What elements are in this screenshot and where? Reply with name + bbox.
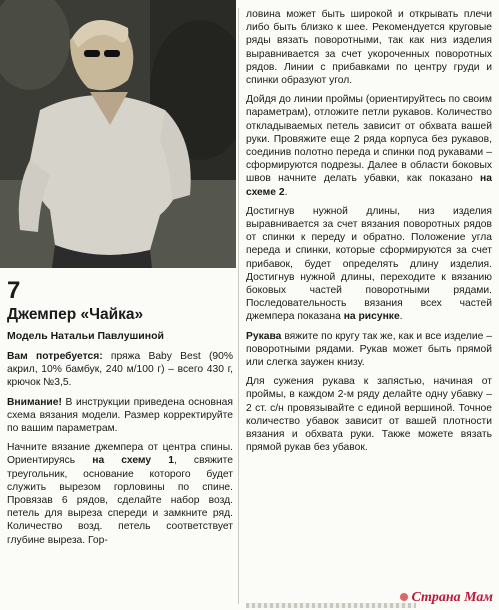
start-text-c: , свяжите треугольник, основание которого будет служить вырезом горловины по спине. Провязав 6 рядов, сделайте набор возд. петель для выреза спереди и замкните ряд. Количество возд. петель соответствует глубине выреза. Гор- xyxy=(7,455,233,546)
neckline-paragraph: ловина может быть широкой и открывать плечи либо быть близко к шее. Рекомендуется круговые ряды вязать поворотными, так как низ изделия выравнивается за счет укороченных поворотных рядов. Линии с прибавками по центру груди и спинки образуют угол. xyxy=(246,9,492,87)
sleeves-lead: Рукава xyxy=(246,330,282,342)
length-text-a: Достигнув нужной длины, низ изделия выравнивается за счет вязания поворотных рядов от спинки к переду и обратно. Положение угла переда и спинки, которые сформируются за счет прибавок, будет определять длину изделия. Достигнув нужной длины, переходите к вязанию боковых частей поворотными рядами. Последовательность вязания всех частей джемпера показана xyxy=(246,205,492,323)
decrease-paragraph: Для сужения рукава к запястью, начиная от проймы, в каждом 2-м ряду делайте одну убавку – 2 ст. с/н провязывайте с единой вершиной. Точное количество убавок зависит от вашей плотности вязания и обхвата руки. Также можете вязать прямой рукав без убавок. xyxy=(246,376,492,454)
model-photo xyxy=(0,0,236,268)
materials-paragraph xyxy=(7,350,233,390)
scheme-1-ref: на схему 1 xyxy=(92,455,174,467)
sleeves-paragraph xyxy=(246,330,492,370)
scan-artifact xyxy=(246,603,416,608)
column-divider xyxy=(238,8,239,604)
attention-paragraph xyxy=(7,396,233,436)
pattern-number: 7 xyxy=(7,277,21,304)
photo-illustration xyxy=(0,0,236,268)
armhole-text-a: Дойдя до линии проймы (ориентируйтесь по своим параметрам), отложите петли рукавов. Количество откладываемых петель зависит от обхвата вашей руки. Провяжите еще 2 ряда корпуса без рукавов, соединив полотно переда и спинки под рукавами – сформируются подрезы. Далее в области боковых швов начните делать убавки, как показано xyxy=(246,94,492,185)
watermark-logo-icon xyxy=(400,593,408,601)
scheme-2-ref: на схеме 2 xyxy=(246,173,492,198)
figure-ref: на рисунке xyxy=(343,311,400,323)
length-text-c: . xyxy=(399,311,403,323)
site-watermark xyxy=(400,590,493,606)
armhole-paragraph xyxy=(246,93,492,199)
armhole-text-c: . xyxy=(284,186,288,198)
materials-text: пряжа Baby Best (90% акрил, 10% бамбук, 240 м/100 г) – всего 430 г, крючок №3,5. xyxy=(7,351,234,389)
right-column xyxy=(246,8,492,461)
pattern-author: Модель Натальи Павлушиной xyxy=(7,330,164,342)
start-text-a: Начните вязание джемпера от центра спины. Ориентируясь xyxy=(7,442,233,467)
attention-lead: Внимание! xyxy=(7,396,62,408)
length-paragraph xyxy=(246,205,492,324)
left-column xyxy=(7,268,233,553)
materials-lead: Вам потребуется: xyxy=(7,351,103,362)
attention-text: В инструкции приведена основная схема вязания модели. Размер корректируйте по вашим параметрам. xyxy=(7,396,233,435)
pattern-title: Джемпер «Чайка» xyxy=(7,306,144,323)
sleeves-text: вяжите по кругу так же, как и все изделие – поворотными рядами. Рукав может быть прямой или слегка заужен книзу. xyxy=(246,330,492,369)
start-paragraph xyxy=(7,441,233,547)
watermark-text: Страна Мам xyxy=(411,590,493,605)
